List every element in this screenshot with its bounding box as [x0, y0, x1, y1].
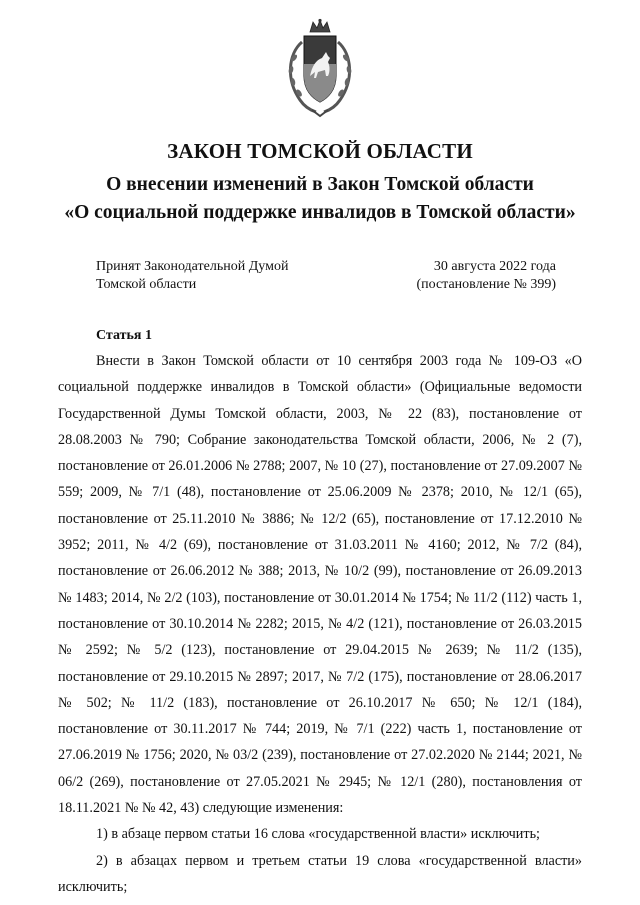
- article-heading: Статья 1: [96, 328, 152, 343]
- body-paragraph: 1) в абзаце первом статьи 16 слова «государственной власти» исключить;: [96, 826, 541, 843]
- law-subtitle-line-1: О внесении изменений в Закон Томской области: [106, 174, 534, 195]
- tomsk-coat-of-arms-emblem: [282, 18, 358, 120]
- law-subtitle-line-2: «О социальной поддержке инвалидов в Томской области»: [64, 202, 576, 223]
- adopted-by-line-1: Принят Законодательной Думой: [96, 259, 289, 274]
- law-title: ЗАКОН ТОМСКОЙ ОБЛАСТИ: [167, 139, 473, 163]
- adoption-date-block: [416, 258, 556, 294]
- adopted-by-line-2: Томской области: [96, 277, 197, 292]
- adoption-date: 30 августа 2022 года: [433, 259, 556, 274]
- body-paragraph: Внести в Закон Томской области от 10 сентября 2003 года № 109-ОЗ «О социальной поддержке инвалидов в Томской области» (Официальные ведомости Государственной Думы Томской области, 2003, № 22 (83), постановление от 28.08.2003 № 790; Собрание законодательства Томской области, 2006, № 2 (7), постановление от 26.01.2006 № 2788; 2007, № 10 (27), постановление от 27.09.2007 № 559; 2009, № 7/1 (48), постановление от 25.06.2009 № 2378; 2010, № 12/1 (65), постановление от 25.11.2010 № 3886; № 12/2 (65), постановление от 17.12.2010 № 3952; 2011, № 4/2 (69), постановление от 31.03.2011 № 4160; 2012, № 7/2 (84), постановление от 26.06.2012 № 388; 2013, № 10/2 (99), постановление от 26.09.2013 № 1483; 2014, № 2/2 (103), постановление от 30.01.2014 № 1754; № 11/2 (112) часть 1, постановление от 30.10.2014 № 2282; 2015, № 4/2 (121), постановление от 26.03.2015 № 2592; № 5/2 (123), постановление от 29.04.2015 № 2639; № 11/2 (135), постановление от 29.10.2015 № 2897; 2017, № 7/2 (175), постановление от 28.06.2017 № 502; № 11/2 (183), постановление от 26.10.2017 № 650; № 12/1 (184), постановление от 30.11.2017 № 744; 2019, № 7/1 (222) часть 1, постановление от 27.06.2019 № 1756; 2020, № 03/2 (239), постановление от 27.02.2020 № 2144; 2021, № 06/2 (269), постановление от 27.05.2021 № 2945; № 12/1 (280), постановления от 18.11.2021 № № 42, 43) следующие изменения:: [58, 353, 582, 817]
- adopted-by-block: [96, 258, 288, 294]
- article-body: [58, 348, 582, 900]
- resolution-number: (постановление № 399): [416, 277, 556, 292]
- body-paragraph: 2) в абзацах первом и третьем статьи 19 слова «государственной власти» исключить;: [58, 852, 582, 895]
